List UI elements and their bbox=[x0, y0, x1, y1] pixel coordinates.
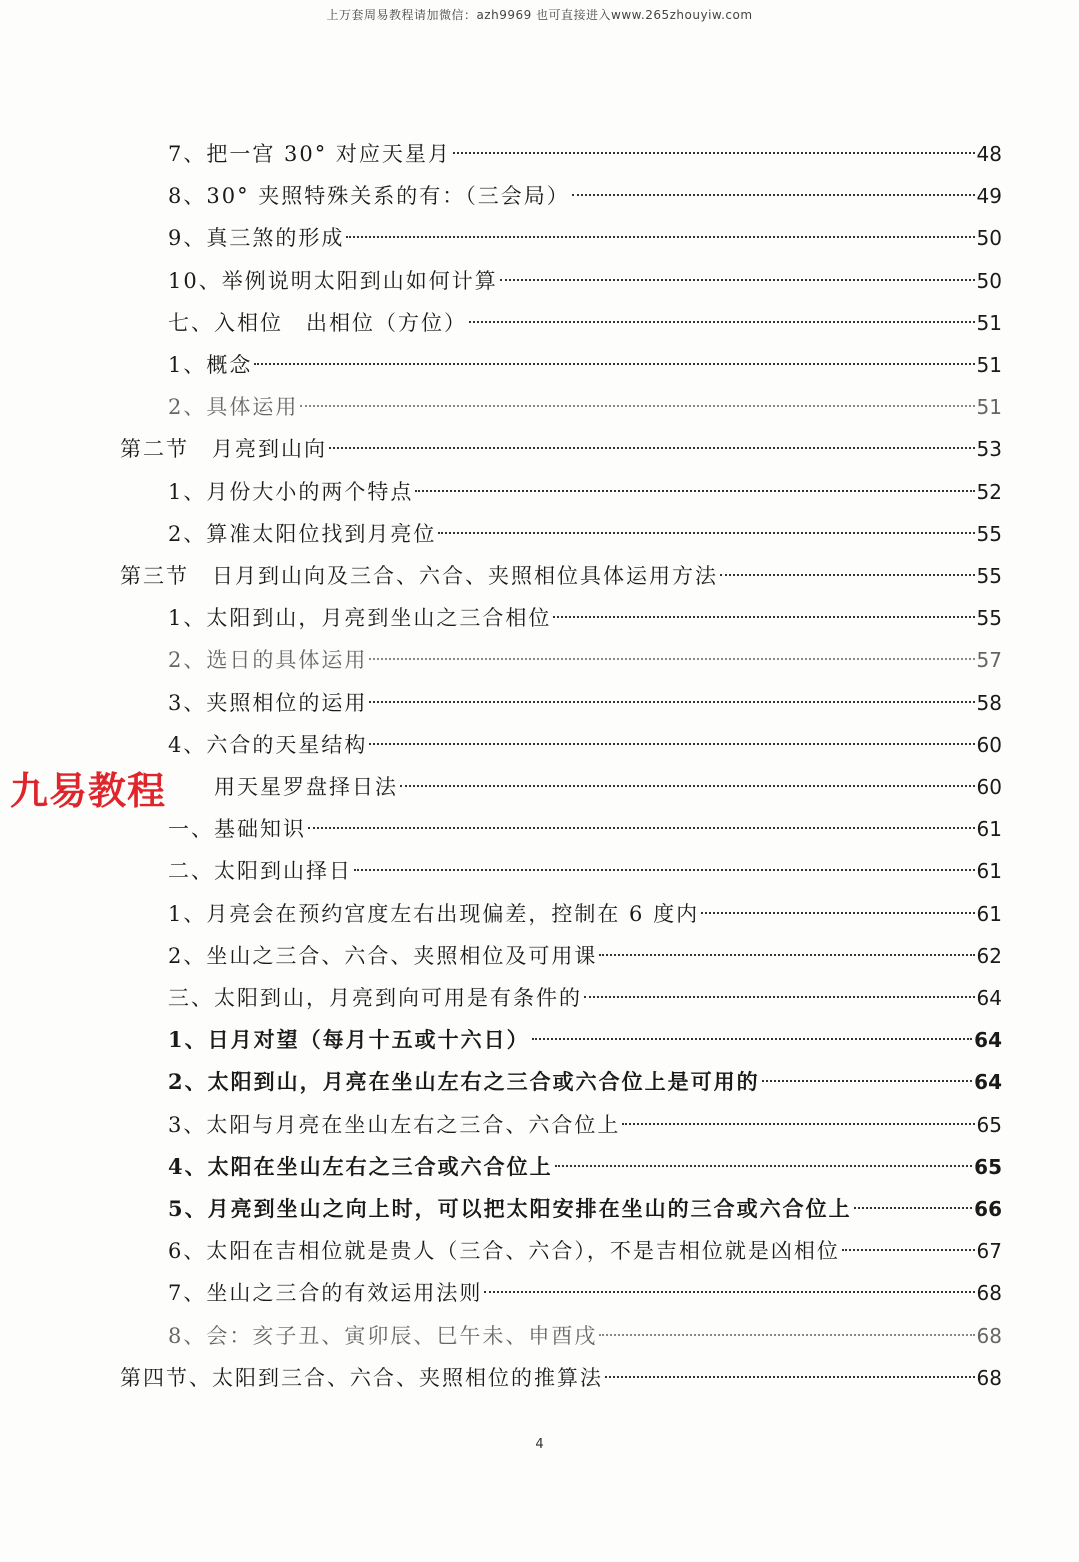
toc-entry-page: 53 bbox=[976, 437, 1002, 462]
toc-entry-page: 52 bbox=[976, 479, 1002, 504]
toc-entry bbox=[168, 766, 1002, 808]
page-header-note: 上万套周易教程请加微信：azh9969 也可直接进入www.265zhouyiw.com bbox=[326, 8, 753, 22]
toc-entry-page: 60 bbox=[976, 732, 1002, 757]
toc-entry-title: 6、太阳在吉相位就是贵人（三合、六合），不是吉相位就是凶相位 bbox=[168, 1239, 840, 1264]
toc-entry bbox=[168, 977, 1002, 1019]
toc-entry-title: 2、算准太阳位找到月亮位 bbox=[168, 521, 437, 546]
toc-leader-dots bbox=[346, 236, 974, 238]
toc-entry-page: 48 bbox=[976, 142, 1002, 166]
toc-entry-title: 1、概念 bbox=[168, 353, 253, 377]
toc-entry-page: 61 bbox=[976, 817, 1002, 842]
toc-entry-page: 68 bbox=[976, 1323, 1002, 1348]
toc-entry bbox=[168, 1104, 1002, 1146]
toc-entry-title: 1、月份大小的两个特点 bbox=[168, 479, 414, 504]
toc-entry-title: 3、太阳与月亮在坐山左右之三合、六合位上 bbox=[168, 1112, 621, 1137]
toc-entry bbox=[168, 175, 1002, 217]
toc-entry-page: 68 bbox=[976, 1365, 1002, 1390]
page-number: 4 bbox=[535, 1437, 544, 1452]
toc-leader-dots bbox=[572, 194, 975, 196]
toc-entry-page: 61 bbox=[976, 859, 1002, 884]
toc-entry bbox=[168, 344, 1002, 386]
toc-leader-dots bbox=[254, 363, 974, 365]
toc-entry-page: 58 bbox=[976, 690, 1002, 715]
toc-entry-page: 49 bbox=[976, 184, 1002, 209]
toc-leader-dots bbox=[532, 1038, 973, 1040]
toc-entry bbox=[168, 639, 1002, 681]
toc-entry bbox=[120, 1357, 1002, 1399]
toc-entry-title: 一、基础知识 bbox=[168, 817, 306, 842]
toc-leader-dots bbox=[762, 1080, 973, 1082]
toc-entry-title: 二、太阳到山择日 bbox=[168, 859, 352, 884]
toc-leader-dots bbox=[438, 532, 974, 534]
toc-entry bbox=[168, 893, 1002, 935]
toc-entry bbox=[168, 386, 1002, 428]
toc-entry-title: 用天星罗盘择日法 bbox=[168, 775, 398, 799]
toc-entry-page: 51 bbox=[976, 310, 1002, 335]
toc-leader-dots bbox=[484, 1291, 974, 1293]
toc-entry bbox=[168, 1019, 1002, 1061]
toc-leader-dots bbox=[854, 1207, 973, 1209]
toc-entry-title: 第四节、太阳到三合、六合、夹照相位的推算法 bbox=[120, 1365, 603, 1390]
toc-leader-dots bbox=[701, 912, 974, 914]
toc-entry-page: 64 bbox=[974, 1028, 1002, 1053]
watermark-logo: 九易教程 bbox=[10, 769, 167, 813]
toc-entry bbox=[168, 1146, 1002, 1188]
toc-entry-page: 55 bbox=[976, 606, 1002, 631]
toc-entry bbox=[168, 808, 1002, 850]
toc-entry-title: 7、把一宫 30° 对应天星月 bbox=[168, 142, 451, 166]
toc-entry bbox=[168, 682, 1002, 724]
toc-leader-dots bbox=[599, 954, 974, 956]
toc-leader-dots bbox=[605, 1376, 975, 1378]
toc-entry-title: 第三节 日月到山向及三合、六合、夹照相位具体运用方法 bbox=[120, 564, 718, 588]
toc-entry bbox=[168, 597, 1002, 639]
toc-entry bbox=[168, 217, 1002, 259]
toc-leader-dots bbox=[415, 490, 974, 492]
toc-leader-dots bbox=[329, 447, 975, 449]
toc-entry-title: 2、具体运用 bbox=[168, 395, 299, 420]
toc-leader-dots bbox=[369, 658, 974, 660]
toc-entry-page: 64 bbox=[974, 1070, 1002, 1095]
toc-leader-dots bbox=[555, 1165, 973, 1167]
toc-entry bbox=[168, 260, 1002, 302]
toc-entry bbox=[168, 1315, 1002, 1357]
toc-entry bbox=[168, 1230, 1002, 1272]
toc-entry-page: 50 bbox=[976, 226, 1002, 251]
toc-entry-page: 65 bbox=[976, 1112, 1002, 1137]
toc-leader-dots bbox=[553, 616, 974, 618]
toc-entry bbox=[168, 935, 1002, 977]
toc-entry-title: 3、夹照相位的运用 bbox=[168, 690, 368, 715]
toc-entry-title: 7、坐山之三合的有效运用法则 bbox=[168, 1281, 483, 1306]
toc-leader-dots bbox=[599, 1334, 974, 1336]
toc-leader-dots bbox=[500, 279, 975, 281]
toc-entry-page: 50 bbox=[976, 268, 1002, 293]
toc-entry bbox=[168, 133, 1002, 175]
toc-leader-dots bbox=[308, 827, 975, 829]
toc-entry bbox=[168, 724, 1002, 766]
toc-entry-page: 64 bbox=[976, 986, 1002, 1010]
toc-entry-title: 4、六合的天星结构 bbox=[168, 732, 368, 757]
toc-entry-title: 七、入相位 出相位（方位） bbox=[168, 310, 467, 335]
toc-leader-dots bbox=[453, 152, 975, 154]
toc-entry-title: 1、日月对望（每月十五或十六日） bbox=[168, 1027, 530, 1053]
toc-entry bbox=[168, 850, 1002, 892]
toc-entry-title: 8、会：亥子丑、寅卯辰、巳午未、申酉戌 bbox=[168, 1323, 598, 1348]
toc-entry-title: 1、月亮会在预约宫度左右出现偏差，控制在 6 度内 bbox=[168, 901, 700, 926]
toc-entry-page: 57 bbox=[976, 648, 1002, 673]
toc-leader-dots bbox=[354, 869, 975, 871]
toc-leader-dots bbox=[369, 701, 974, 703]
toc-entry-page: 68 bbox=[976, 1281, 1002, 1306]
toc-entry bbox=[168, 1188, 1002, 1230]
toc-entry-page: 62 bbox=[976, 943, 1002, 968]
toc-entry-page: 60 bbox=[976, 775, 1002, 799]
toc-entry-title: 2、坐山之三合、六合、夹照相位及可用课 bbox=[168, 943, 598, 968]
toc-entry-title: 8、30° 夹照特殊关系的有：（三会局） bbox=[168, 184, 570, 209]
toc-entry-page: 66 bbox=[974, 1197, 1002, 1221]
toc-entry bbox=[120, 428, 1002, 470]
toc-entry-page: 51 bbox=[976, 395, 1002, 420]
toc-entry-page: 67 bbox=[976, 1239, 1002, 1264]
toc-entry-page: 55 bbox=[976, 521, 1002, 546]
toc-entry-title: 5、月亮到坐山之向上时，可以把太阳安排在坐山的三合或六合位上 bbox=[168, 1196, 852, 1221]
toc-entry-title: 4、太阳在坐山左右之三合或六合位上 bbox=[168, 1153, 553, 1179]
toc-entry-title: 10、举例说明太阳到山如何计算 bbox=[168, 268, 498, 293]
toc-entry bbox=[120, 555, 1002, 597]
toc-entry-page: 55 bbox=[976, 564, 1002, 588]
toc-entry-page: 51 bbox=[976, 353, 1002, 377]
toc-leader-dots bbox=[622, 1123, 974, 1125]
toc-leader-dots bbox=[400, 785, 975, 787]
toc-leader-dots bbox=[469, 321, 975, 323]
toc-entry-page: 61 bbox=[976, 901, 1002, 926]
toc-entry bbox=[168, 471, 1002, 513]
toc-leader-dots bbox=[584, 996, 975, 998]
toc-entry-title: 9、真三煞的形成 bbox=[168, 226, 345, 251]
toc-entry-title: 2、选日的具体运用 bbox=[168, 648, 368, 673]
toc-entry bbox=[168, 302, 1002, 344]
toc-entry-title: 第二节 月亮到山向 bbox=[120, 437, 327, 462]
toc-entry-title: 2、太阳到山，月亮在坐山左右之三合或六合位上是可用的 bbox=[168, 1069, 760, 1095]
toc-entry bbox=[168, 1061, 1002, 1103]
toc-leader-dots bbox=[300, 405, 974, 407]
toc-leader-dots bbox=[720, 574, 975, 576]
toc-entry bbox=[168, 1272, 1002, 1314]
toc-entry bbox=[168, 513, 1002, 555]
toc-leader-dots bbox=[842, 1249, 975, 1251]
toc-leader-dots bbox=[369, 743, 974, 745]
toc-entry-page: 65 bbox=[974, 1154, 1002, 1179]
toc-entry-title: 1、太阳到山，月亮到坐山之三合相位 bbox=[168, 606, 552, 631]
toc-entry-title: 三、太阳到山，月亮到向可用是有条件的 bbox=[168, 986, 582, 1010]
